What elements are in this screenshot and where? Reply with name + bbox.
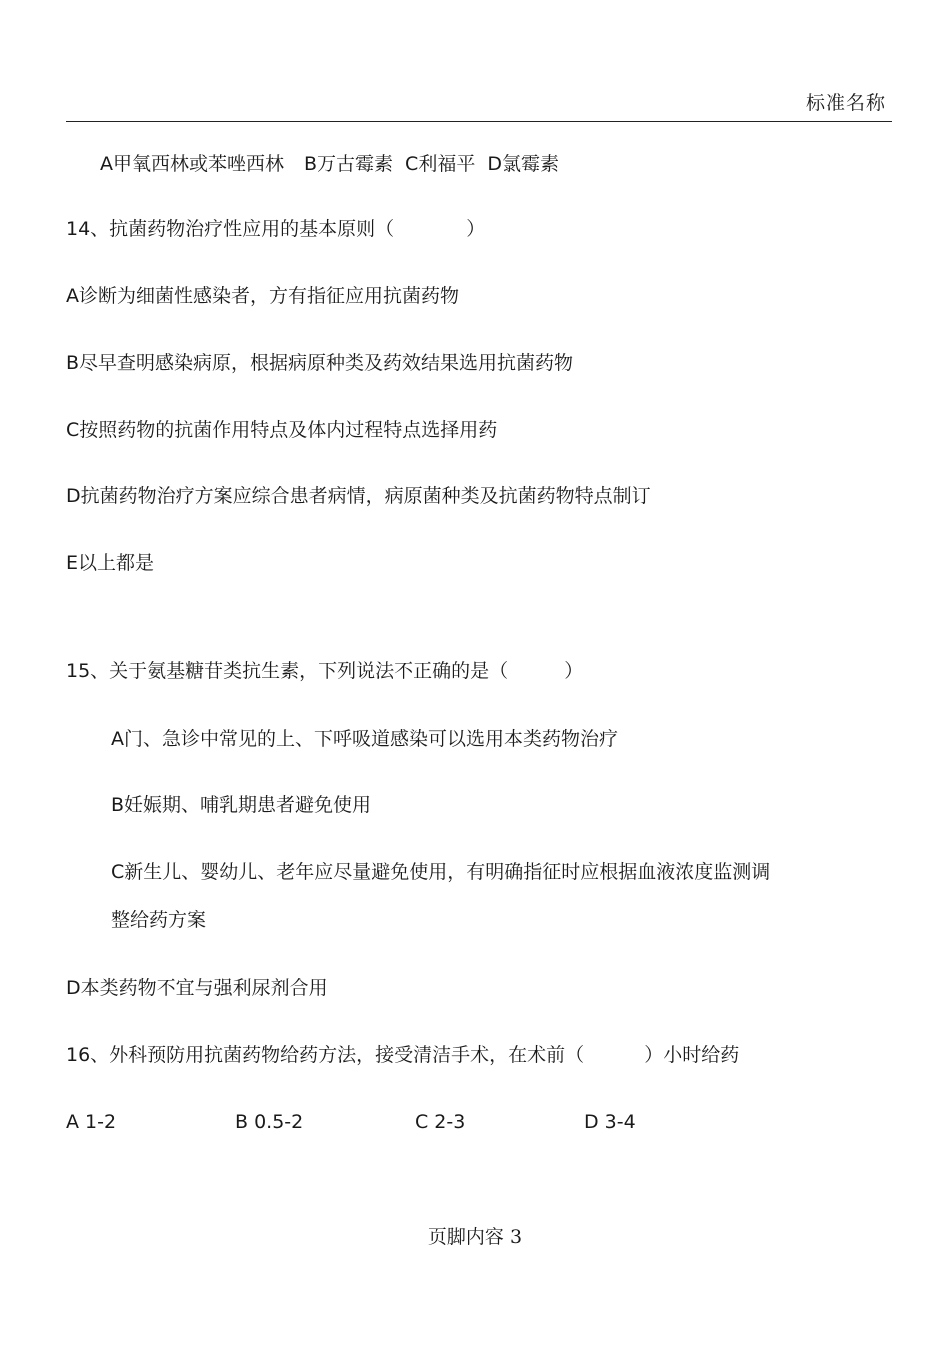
q13-option-a: A甲氧西林或苯唑西林: [100, 153, 284, 175]
q16-stem-close: ）小时给药: [644, 1044, 740, 1066]
q16-option-d: D 3-4: [584, 1111, 636, 1133]
q16-option-b: B 0.5-2: [235, 1111, 304, 1133]
q14-stem: [66, 217, 485, 241]
q14-option-a: A诊断为细菌性感染者，方有指征应用抗菌药物: [66, 285, 459, 307]
q13-option-c: C利福平: [405, 153, 476, 175]
q15-stem-close: ）: [564, 660, 584, 682]
q15-stem-text: 15、关于氨基糖苷类抗生素，下列说法不正确的是（: [66, 660, 509, 682]
q14-option-c: C按照药物的抗菌作用特点及体内过程特点选择用药: [66, 419, 498, 441]
header-divider: [66, 121, 892, 122]
q13-option-d: D氯霉素: [487, 153, 559, 175]
q15-option-c-line1: C新生儿、婴幼儿、老年应尽量避免使用，有明确指征时应根据血液浓度监测调: [111, 861, 771, 883]
q14-stem-close: ）: [466, 218, 486, 240]
q13-options-row: [100, 152, 559, 176]
page-footer: 页脚内容 3: [427, 1226, 523, 1248]
q13-option-b: B万古霉素: [304, 153, 394, 175]
q14-option-d: D抗菌药物治疗方案应综合患者病情，病原菌种类及抗菌药物特点制订: [66, 485, 651, 507]
q15-option-a: A门、急诊中常见的上、下呼吸道感染可以选用本类药物治疗: [111, 728, 618, 750]
header-title: 标准名称: [805, 92, 886, 114]
q16-stem-text: 16、外科预防用抗菌药物给药方法，接受清洁手术，在术前（: [66, 1044, 585, 1066]
q16-stem: [66, 1043, 739, 1067]
q15-option-d: D本类药物不宜与强利尿剂合用: [66, 977, 328, 999]
q16-option-c: C 2-3: [415, 1111, 466, 1133]
q15-stem: [66, 659, 583, 683]
q14-option-e: E以上都是: [66, 552, 155, 574]
q14-option-b: B尽早查明感染病原，根据病原种类及药效结果选用抗菌药物: [66, 352, 574, 374]
q15-option-b: B妊娠期、哺乳期患者避免使用: [111, 794, 372, 816]
q14-stem-text: 14、抗菌药物治疗性应用的基本原则（: [66, 218, 395, 240]
q16-option-a: A 1-2: [66, 1111, 117, 1133]
q15-option-c-line2: 整给药方案: [111, 909, 207, 931]
